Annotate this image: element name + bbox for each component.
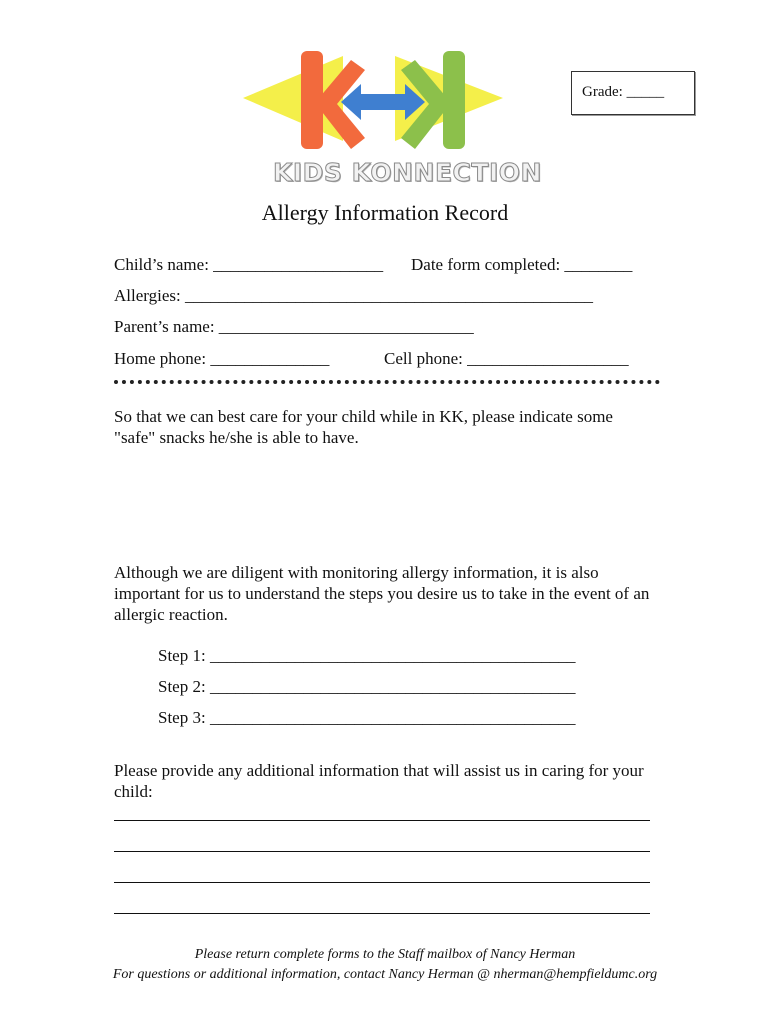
footer-note	[0, 945, 770, 985]
additional-info-line[interactable]	[114, 851, 650, 852]
child-name-field[interactable]: Child’s name: ____________________	[114, 255, 384, 274]
footer-contact-info: For questions or additional information, contact Nancy Herman @ nherman@hempfieldumc.org	[112, 967, 658, 982]
date-completed-field[interactable]: Date form completed: ________	[411, 255, 633, 274]
allergic-reaction-prompt: Although we are diligent with monitoring allergy information, it is also important for us to understand the steps you desire us to take in the event of an allergic reaction.	[114, 563, 650, 624]
cell-phone-field[interactable]: Cell phone: ___________________	[384, 349, 629, 368]
additional-info-line[interactable]	[114, 882, 650, 883]
footer-return-instructions: Please return complete forms to the Staff mailbox of Nancy Herman	[194, 947, 576, 962]
allergies-field[interactable]: Allergies: ________________________________________________	[114, 286, 593, 305]
additional-info-line[interactable]	[114, 820, 650, 821]
step-3-field[interactable]: Step 3: ___________________________________________	[158, 708, 576, 727]
additional-info-line[interactable]	[114, 913, 650, 914]
parent-name-field[interactable]: Parent’s name: ______________________________	[114, 317, 474, 336]
home-phone-field[interactable]: Home phone: ______________	[114, 349, 330, 368]
logo-text: KIDS KONNECTION	[273, 158, 542, 187]
step-2-field[interactable]: Step 2: ___________________________________________	[158, 677, 576, 696]
logo-graphic	[243, 46, 503, 156]
grade-box[interactable]	[571, 71, 695, 115]
grade-label: Grade:	[582, 84, 623, 100]
step-1-field[interactable]: Step 1: ___________________________________________	[158, 646, 576, 665]
kids-konnection-logo	[243, 46, 542, 191]
additional-info-prompt: Please provide any additional information that will assist us in caring for your child:	[114, 761, 644, 801]
safe-snacks-prompt: So that we can best care for your child while in KK, please indicate some "safe" snacks he/she is able to have.	[114, 407, 613, 447]
grade-blank[interactable]: _____	[626, 84, 665, 100]
page-title: Allergy Information Record	[261, 200, 509, 225]
dotted-divider	[114, 380, 660, 384]
